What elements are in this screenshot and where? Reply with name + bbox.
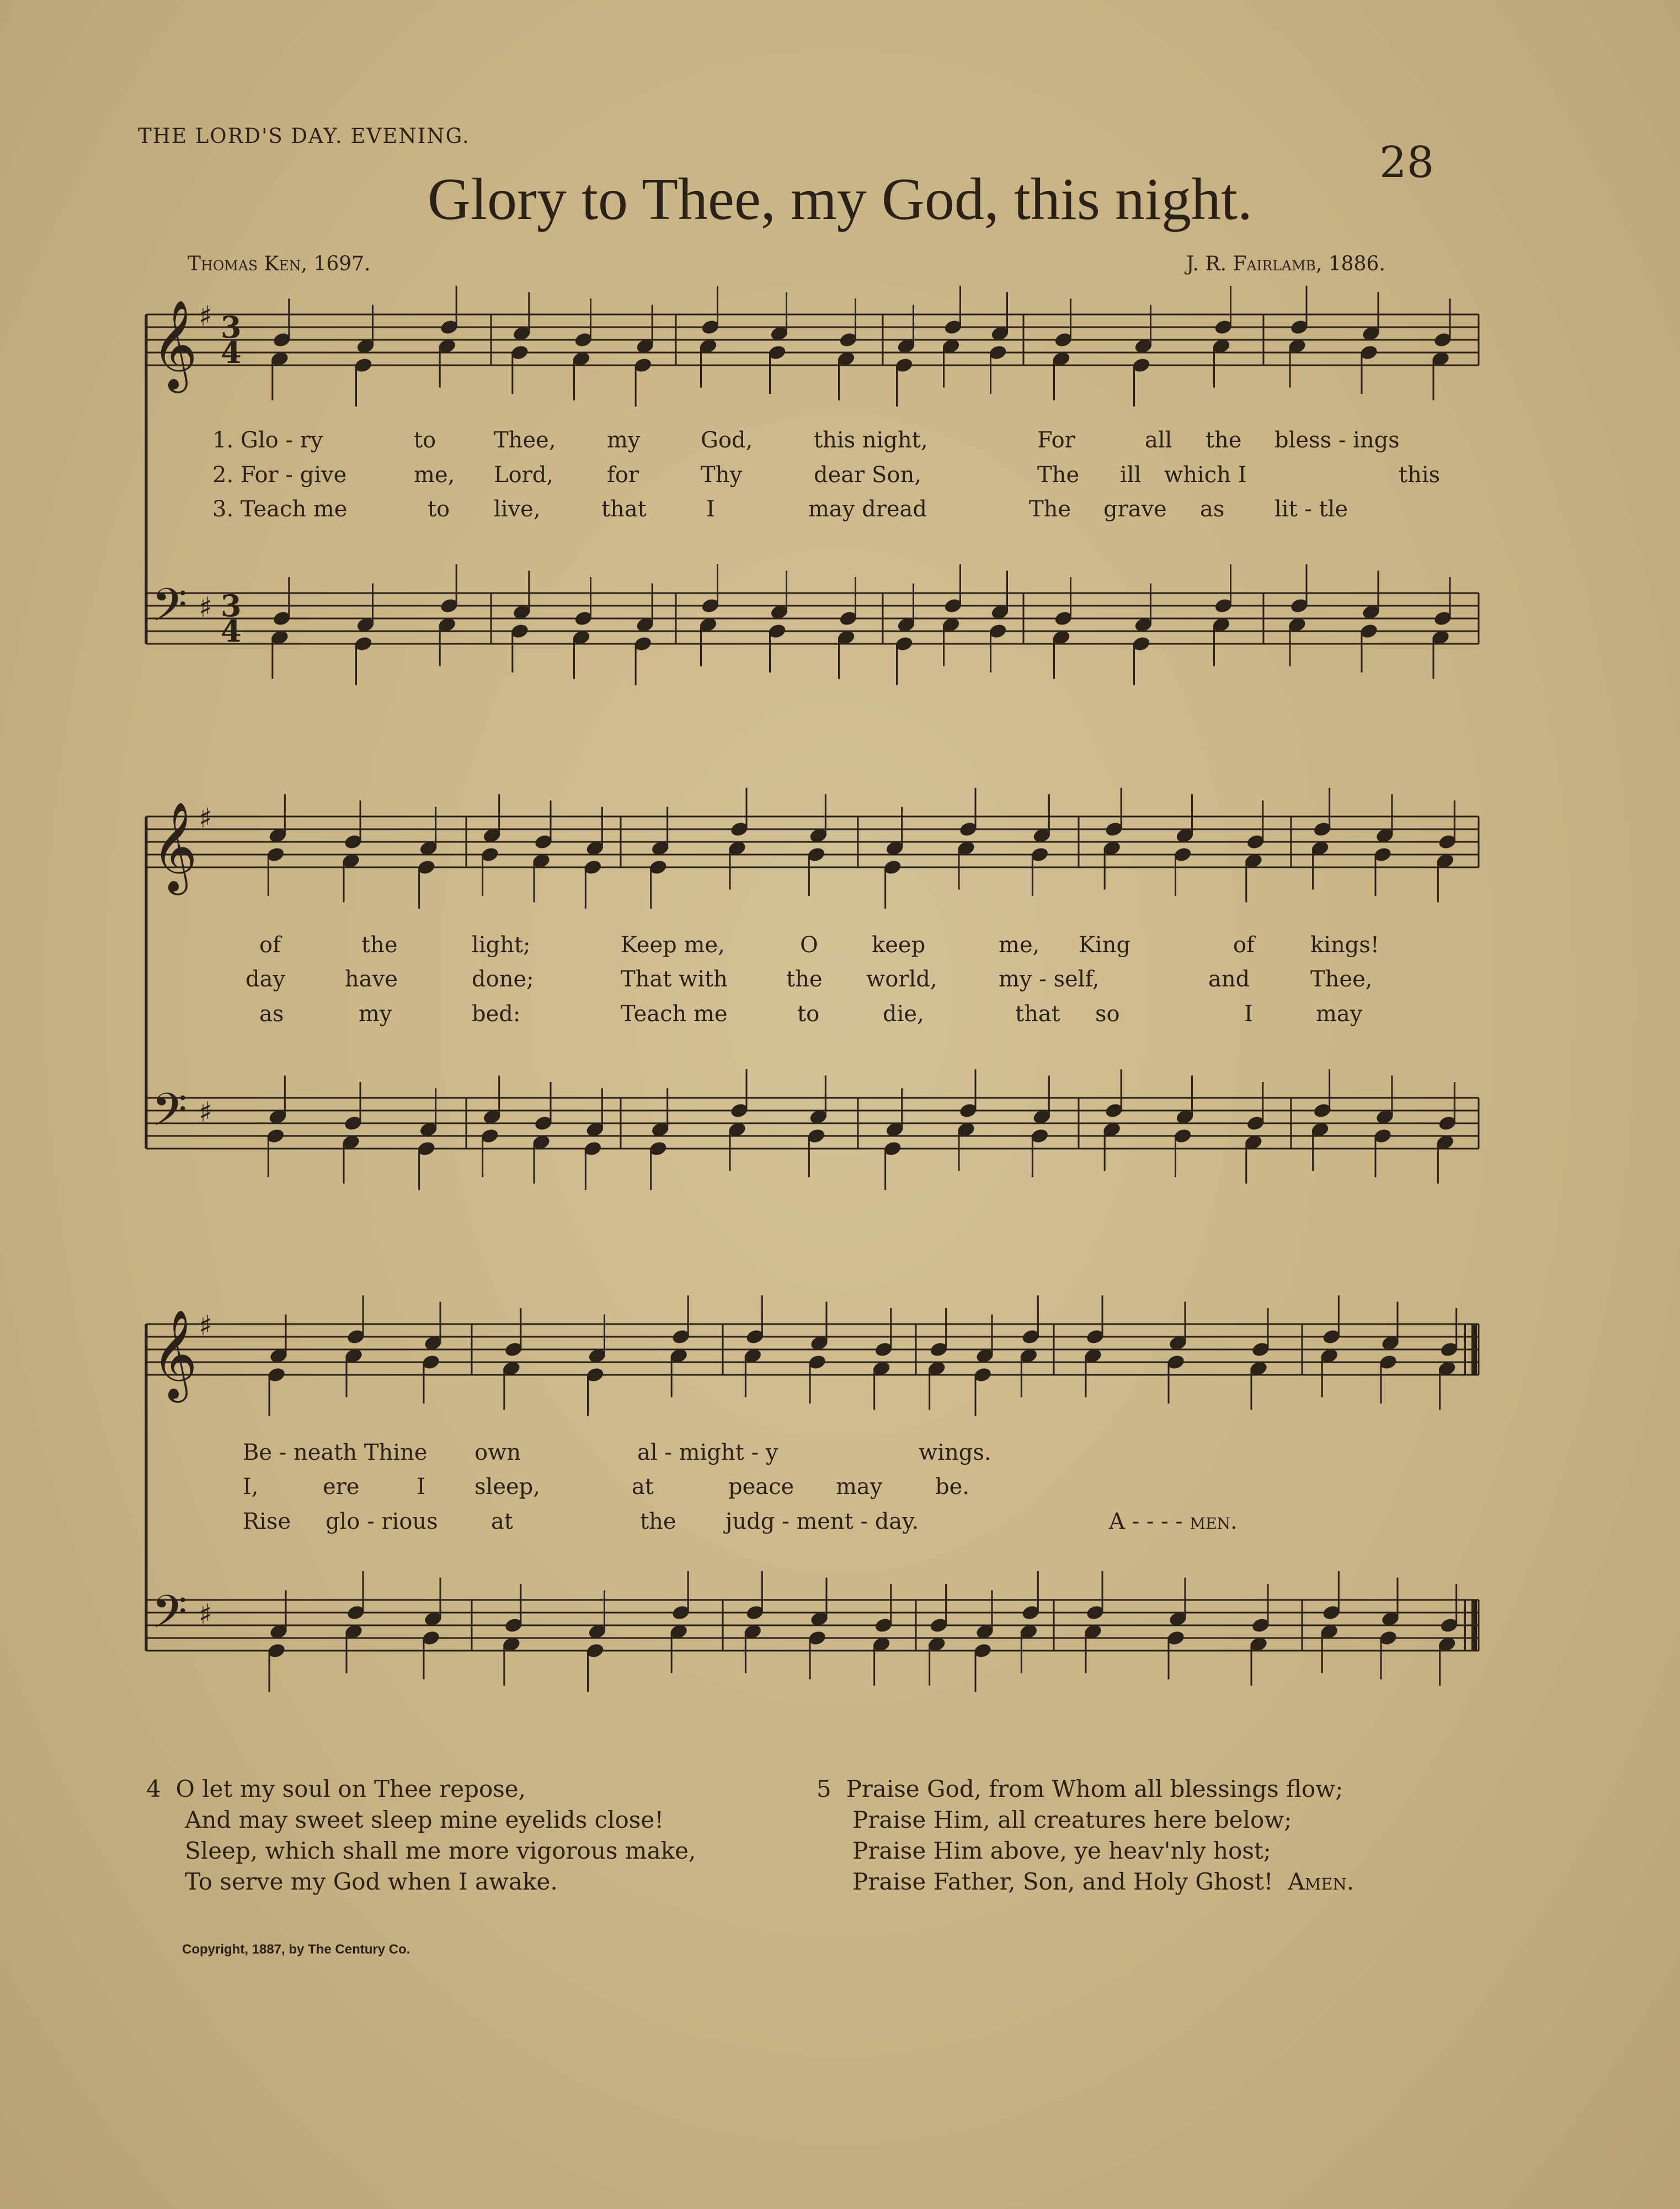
- lyric-syllable: Thee,: [1310, 967, 1373, 992]
- lyric-syllable: 3. Teach me: [212, 497, 348, 522]
- lyric-syllable: 2. For - give: [212, 462, 347, 488]
- lyric-syllable: The: [1029, 497, 1071, 522]
- lyric-syllable: the: [786, 967, 823, 992]
- lyric-syllable: so: [1095, 1001, 1120, 1027]
- lyric-syllable: the: [1206, 428, 1242, 453]
- lyric-syllable: keep: [872, 932, 926, 958]
- lyric-syllable: all: [1145, 428, 1172, 453]
- lyric-syllable: O: [800, 932, 818, 958]
- lyric-syllable: own: [474, 1440, 521, 1465]
- lyric-syllable: glo - rious: [326, 1509, 438, 1534]
- lyric-syllable: at: [491, 1509, 513, 1534]
- lyric-syllable: of: [1233, 932, 1255, 958]
- verse-line: Praise God, from Whom all blessings flow;: [846, 1775, 1343, 1802]
- lyric-syllable: this night,: [814, 428, 928, 453]
- bass-clef: 𝄢: [152, 578, 188, 643]
- lyric-syllable: For: [1037, 428, 1075, 453]
- time-signature: 3: [221, 588, 242, 623]
- sharp-sign: ♯: [199, 1310, 212, 1342]
- lyric-syllable: sleep,: [474, 1474, 540, 1500]
- lyric-syllable: I: [706, 497, 715, 522]
- lyric-syllable: day: [246, 967, 286, 992]
- verse-line: Praise Father, Son, and Holy Ghost!: [852, 1868, 1273, 1895]
- lyric-syllable: may dread: [808, 497, 927, 522]
- treble-clef: 𝄞: [152, 802, 198, 892]
- verse-line: Sleep, which shall me more vigorous make,: [185, 1837, 696, 1864]
- lyric-syllable: wings.: [919, 1440, 991, 1465]
- lyric-syllable: my - self,: [999, 967, 1100, 992]
- lyric-syllable: bed:: [472, 1001, 521, 1027]
- lyric-syllable: at: [632, 1474, 654, 1500]
- lyric-syllable: world,: [866, 967, 937, 992]
- lyric-syllable: Be - neath Thine: [243, 1440, 428, 1465]
- sharp-sign: ♯: [199, 300, 212, 332]
- lyric-syllable: al - might - y: [637, 1440, 778, 1465]
- treble-clef: 𝄞: [152, 1309, 198, 1399]
- time-signature: 4: [221, 335, 242, 370]
- verse-number: 5: [817, 1775, 831, 1802]
- lyric-syllable: that: [1015, 1001, 1060, 1027]
- lyric-syllable: The: [1037, 462, 1080, 488]
- lyric-syllable: King: [1079, 932, 1131, 958]
- lyric-syllable: to: [797, 1001, 820, 1027]
- verse-4: [146, 1774, 696, 1897]
- lyric-syllable: Thy: [701, 462, 743, 488]
- sharp-sign: ♯: [199, 591, 212, 623]
- lyric-syllable: kings!: [1310, 932, 1379, 958]
- lyric-syllable: live,: [494, 497, 541, 522]
- lyric-amen: A - - - - men.: [1109, 1509, 1238, 1534]
- lyric-syllable: have: [345, 967, 398, 992]
- lyric-syllable: my: [607, 428, 641, 453]
- page-number: 28: [1379, 138, 1434, 188]
- verse-line: And may sweet sleep mine eyelids close!: [185, 1806, 664, 1833]
- treble-clef: 𝄞: [152, 300, 198, 389]
- sharp-sign: ♯: [199, 1096, 212, 1128]
- time-signature: 3: [221, 310, 242, 345]
- lyric-syllable: That with: [621, 967, 728, 992]
- lyric-syllable: done;: [472, 967, 534, 992]
- lyric-syllable: ere: [323, 1474, 360, 1500]
- lyric-syllable: the: [640, 1509, 676, 1534]
- lyric-syllable: be.: [935, 1474, 969, 1500]
- lyric-syllable: lit - tle: [1274, 497, 1348, 522]
- bass-clef: 𝄢: [152, 1083, 188, 1148]
- lyric-syllable: Keep me,: [621, 932, 725, 958]
- bass-clef: 𝄢: [152, 1585, 188, 1650]
- verse-number: 4: [146, 1775, 161, 1802]
- lyric-syllable: I: [417, 1474, 425, 1500]
- verse-line: Praise Him, all creatures here below;: [852, 1806, 1292, 1833]
- lyric-syllable: I,: [243, 1474, 259, 1500]
- lyric-syllable: judg - ment - day.: [726, 1509, 919, 1534]
- time-signature: 4: [221, 613, 242, 649]
- lyric-syllable: Teach me: [621, 1001, 728, 1027]
- lyric-syllable: for: [607, 462, 639, 488]
- lyric-syllable: that: [601, 497, 647, 522]
- lyric-syllable: me,: [999, 932, 1040, 958]
- lyric-syllable: as: [1200, 497, 1225, 522]
- lyric-syllable: this: [1399, 462, 1441, 488]
- lyric-syllable: which I: [1164, 462, 1247, 488]
- sharp-sign: ♯: [199, 802, 212, 834]
- lyric-syllable: and: [1208, 967, 1250, 992]
- verse-line: To serve my God when I awake.: [185, 1868, 558, 1895]
- lyric-syllable: may: [836, 1474, 883, 1500]
- lyric-syllable: light;: [472, 932, 531, 958]
- lyric-syllable: my: [359, 1001, 392, 1027]
- lyric-syllable: as: [259, 1001, 284, 1027]
- verse-amen: Amen.: [1288, 1868, 1354, 1895]
- lyric-syllable: may: [1316, 1001, 1363, 1027]
- copyright-notice: Copyright, 1887, by The Century Co.: [182, 1942, 410, 1957]
- lyric-syllable: grave: [1103, 497, 1167, 522]
- lyric-syllable: God,: [701, 428, 753, 453]
- lyric-syllable: of: [259, 932, 281, 958]
- lyric-syllable: the: [361, 932, 398, 958]
- lyric-syllable: dear Son,: [814, 462, 921, 488]
- hymn-title: Glory to Thee, my God, this night.: [428, 167, 1252, 232]
- lyric-syllable: 1. Glo - ry: [212, 428, 323, 453]
- lyric-syllable: I: [1244, 1001, 1253, 1027]
- section-heading: THE LORD'S DAY. EVENING.: [138, 124, 470, 148]
- lyric-syllable: to: [414, 428, 436, 453]
- sharp-sign: ♯: [199, 1598, 212, 1630]
- lyric-syllable: me,: [414, 462, 455, 488]
- lyric-syllable: die,: [883, 1001, 924, 1027]
- verse-line: Praise Him above, ye heav'nly host;: [852, 1837, 1271, 1864]
- lyric-syllable: peace: [728, 1474, 794, 1500]
- lyric-syllable: ill: [1120, 462, 1142, 488]
- verse-5: [817, 1774, 1354, 1897]
- lyric-syllable: bless - ings: [1274, 428, 1400, 453]
- hymn-composer: J. R. Fairlamb, 1886.: [1186, 253, 1385, 275]
- lyric-syllable: to: [428, 497, 450, 522]
- hymn-author: Thomas Ken, 1697.: [188, 253, 371, 275]
- lyric-syllable: Lord,: [494, 462, 554, 488]
- verse-line: O let my soul on Thee repose,: [175, 1775, 526, 1802]
- lyric-syllable: Rise: [243, 1509, 291, 1534]
- lyric-syllable: Thee,: [494, 428, 556, 453]
